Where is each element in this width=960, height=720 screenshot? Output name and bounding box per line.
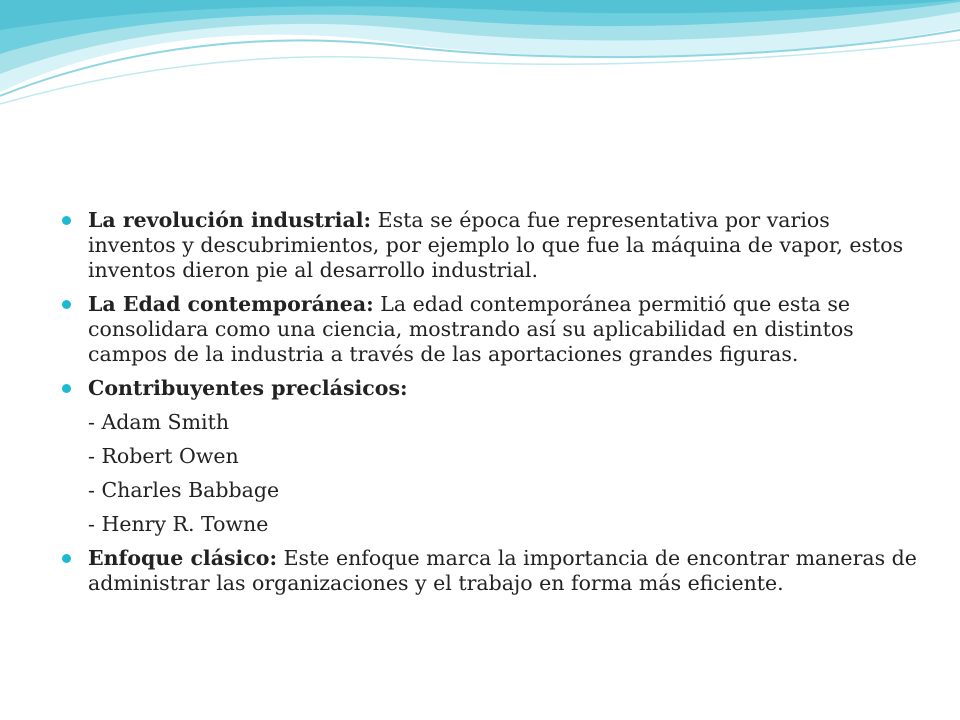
bullet-icon (62, 384, 71, 393)
bullet-item-contribuyentes (62, 376, 922, 401)
bullet-icon (62, 216, 71, 225)
item-title: La revolución industrial: (88, 208, 372, 232)
slide-content (62, 208, 922, 605)
bullet-item-enfoque-clasico (62, 546, 922, 596)
contributor-list (62, 410, 922, 537)
bullet-icon (62, 554, 71, 563)
contributor-item: - Robert Owen (88, 444, 239, 468)
item-title: Contribuyentes preclásicos: (88, 376, 408, 400)
item-text: Esta se época fue representativa por varios inventos y descubrimientos, por ejemplo lo que fue la máquina de vapor, estos inventos dieron pie al desarrollo industrial. (88, 208, 904, 282)
bullet-icon (62, 300, 71, 309)
contributor-item: - Adam Smith (88, 410, 230, 434)
item-text: La edad contemporánea permitió que esta se consolidara como una ciencia, mostrando así su aplicabilidad en distintos campos de la industria a través de las aportaciones grandes figuras. (88, 292, 854, 366)
bullet-item-revolucion-industrial (62, 208, 922, 283)
contributor-item: - Henry R. Towne (88, 512, 269, 536)
header-wave-decoration (0, 0, 960, 120)
item-title: La Edad contemporánea: (88, 292, 374, 316)
item-text: Este enfoque marca la importancia de encontrar maneras de administrar las organizaciones y el trabajo en forma más eficiente. (88, 546, 917, 595)
item-title: Enfoque clásico: (88, 546, 278, 570)
bullet-item-edad-contemporanea (62, 292, 922, 367)
contributor-item: - Charles Babbage (88, 478, 280, 502)
